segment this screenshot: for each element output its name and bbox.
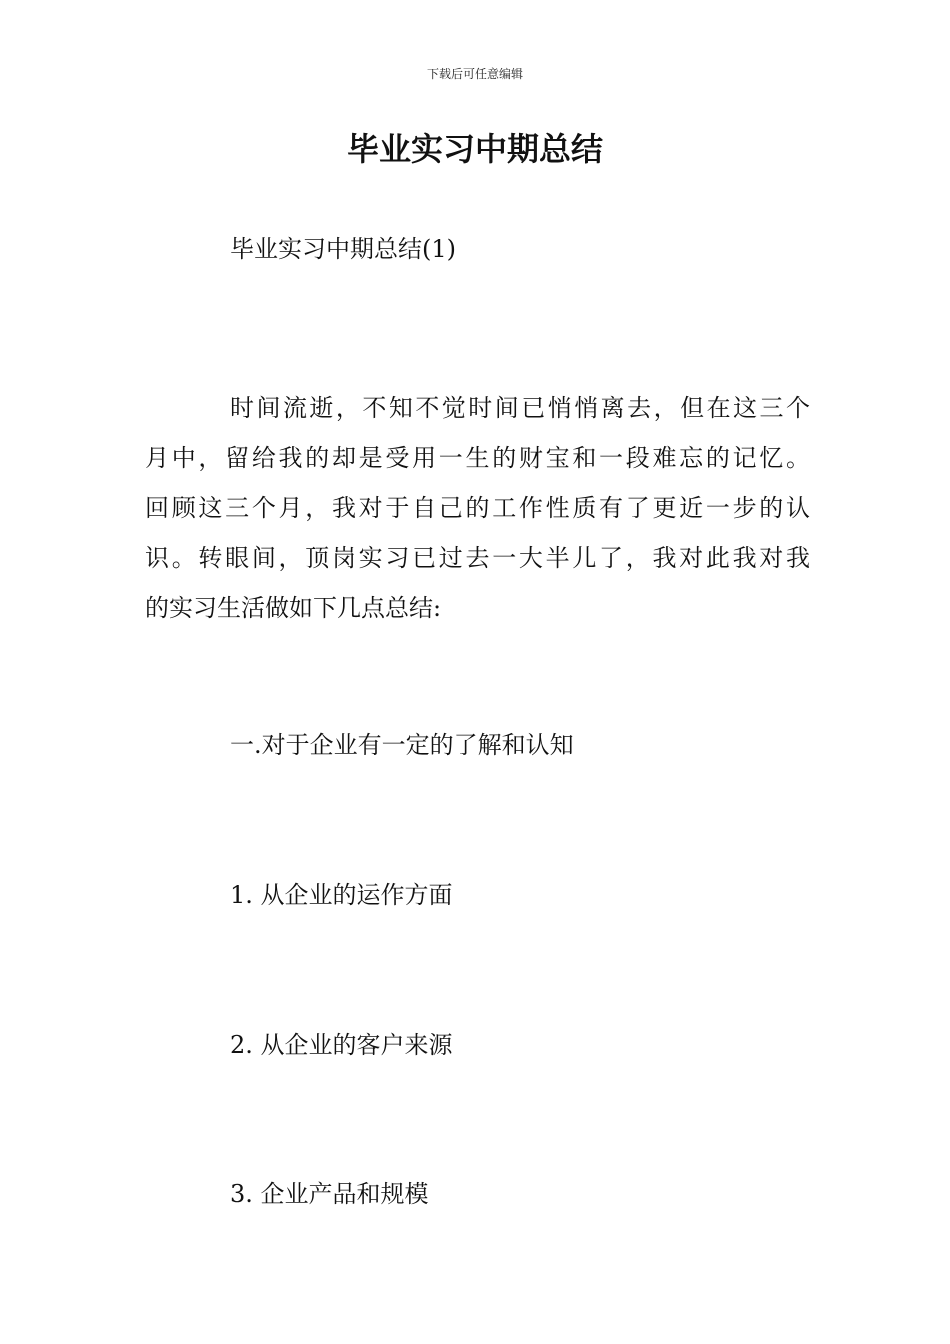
section-subtitle: 毕业实习中期总结(1) bbox=[230, 235, 456, 263]
list-item: 3. 企业产品和规模 bbox=[230, 1180, 429, 1208]
paragraph-line: 的实习生活做如下几点总结: bbox=[145, 594, 442, 622]
paragraph-line: 时间流逝，不知不觉时间已悄悄离去，但在这三个 bbox=[230, 394, 810, 422]
paragraph-line: 月中，留给我的却是受用一生的财宝和一段难忘的记忆。 bbox=[145, 444, 810, 472]
section-heading: 一.对于企业有一定的了解和认知 bbox=[230, 731, 574, 759]
document-title: 毕业实习中期总结 bbox=[346, 130, 603, 168]
list-item: 1. 从企业的运作方面 bbox=[230, 881, 453, 909]
list-item: 2. 从企业的客户来源 bbox=[230, 1031, 453, 1059]
body-paragraph bbox=[145, 383, 810, 633]
paragraph-line: 回顾这三个月，我对于自己的工作性质有了更近一步的认 bbox=[145, 494, 810, 522]
header-note: 下载后可任意编辑 bbox=[426, 67, 523, 81]
paragraph-line: 识。转眼间，顶岗实习已过去一大半儿了，我对此我对我 bbox=[145, 544, 810, 572]
